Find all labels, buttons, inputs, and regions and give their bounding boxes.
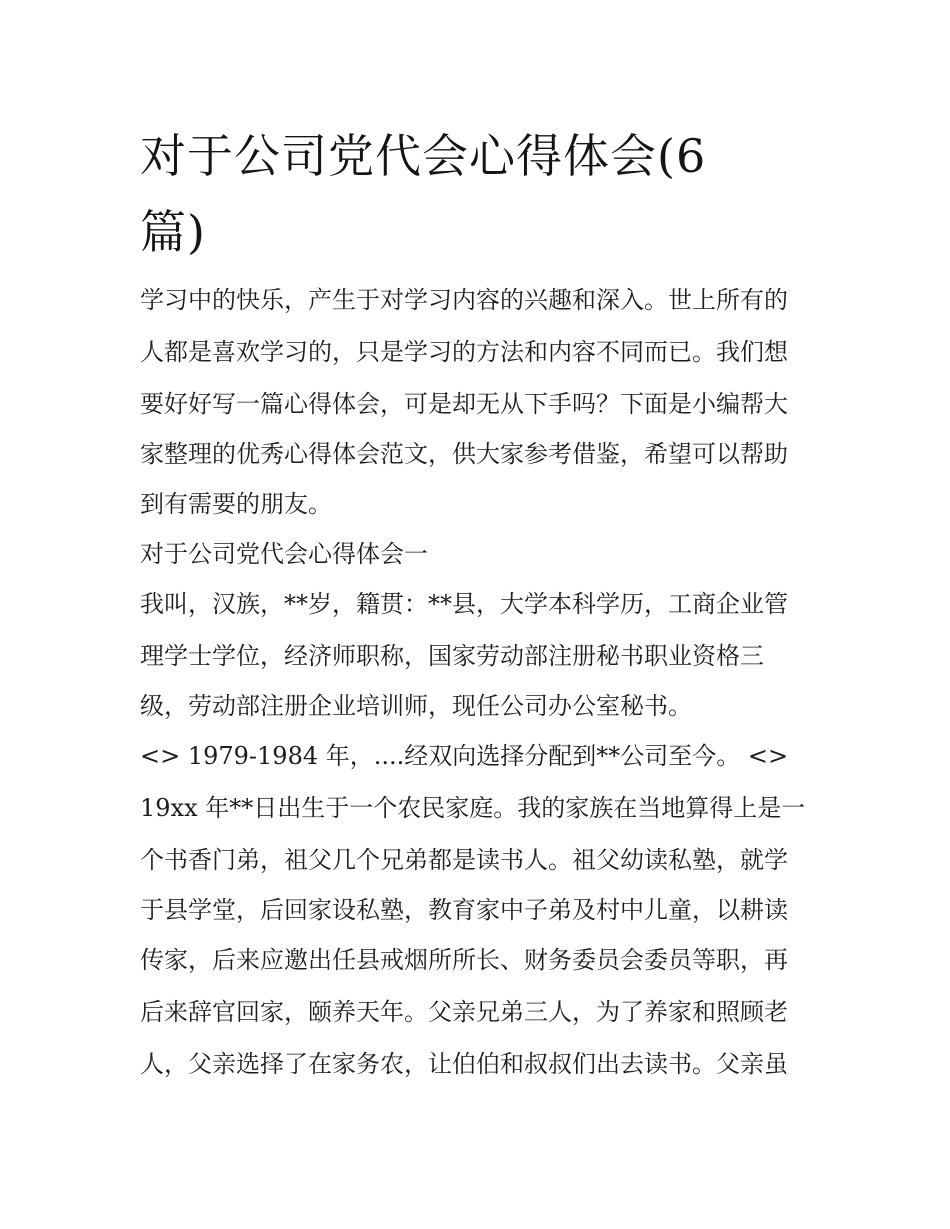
title-line: 对于公司党代会心得体会(6: [140, 129, 707, 183]
body-line: 于县学堂，后回家设私塾，教育家中子弟及村中儿童，以耕读: [140, 896, 788, 924]
body-line: 个书香门弟，祖父几个兄弟都是读书人。祖父幼读私塾，就学: [140, 846, 788, 874]
body-line: 人都是喜欢学习的，只是学习的方法和内容不同而已。我们想: [140, 338, 788, 366]
body-line: 学习中的快乐，产生于对学习内容的兴趣和深入。世上所有的: [140, 286, 788, 314]
body-line: 人，父亲选择了在家务农，让伯伯和叔叔们出去读书。父亲虽: [140, 1050, 788, 1078]
body-line: 要好好写一篇心得体会，可是却无从下手吗？下面是小编帮大: [140, 390, 788, 418]
section-heading: 对于公司党代会心得体会一: [140, 540, 428, 568]
body-line: 后来辞官回家，颐养天年。父亲兄弟三人，为了养家和照顾老: [140, 998, 788, 1026]
body-line: 理学士学位，经济师职称，国家劳动部注册秘书职业资格三: [140, 642, 764, 670]
body-line: 19xx 年**日出生于一个农民家庭。我的家族在当地算得上是一: [140, 794, 806, 822]
document-title: [140, 118, 820, 270]
body-line: <> 1979-1984 年，....经双向选择分配到**公司至今。 <>: [140, 742, 789, 770]
body-line: 传家，后来应邀出任县戒烟所所长、财务委员会委员等职，再: [140, 946, 788, 974]
body-line: 家整理的优秀心得体会范文，供大家参考借鉴，希望可以帮助: [140, 440, 788, 468]
body-line: 我叫，汉族，**岁，籍贯：**县，大学本科学历，工商企业管: [140, 590, 788, 618]
body-line: 到有需要的朋友。: [140, 490, 332, 518]
title-line: 篇): [140, 205, 206, 259]
body-line: 级，劳动部注册企业培训师，现任公司办公室秘书。: [140, 692, 692, 720]
